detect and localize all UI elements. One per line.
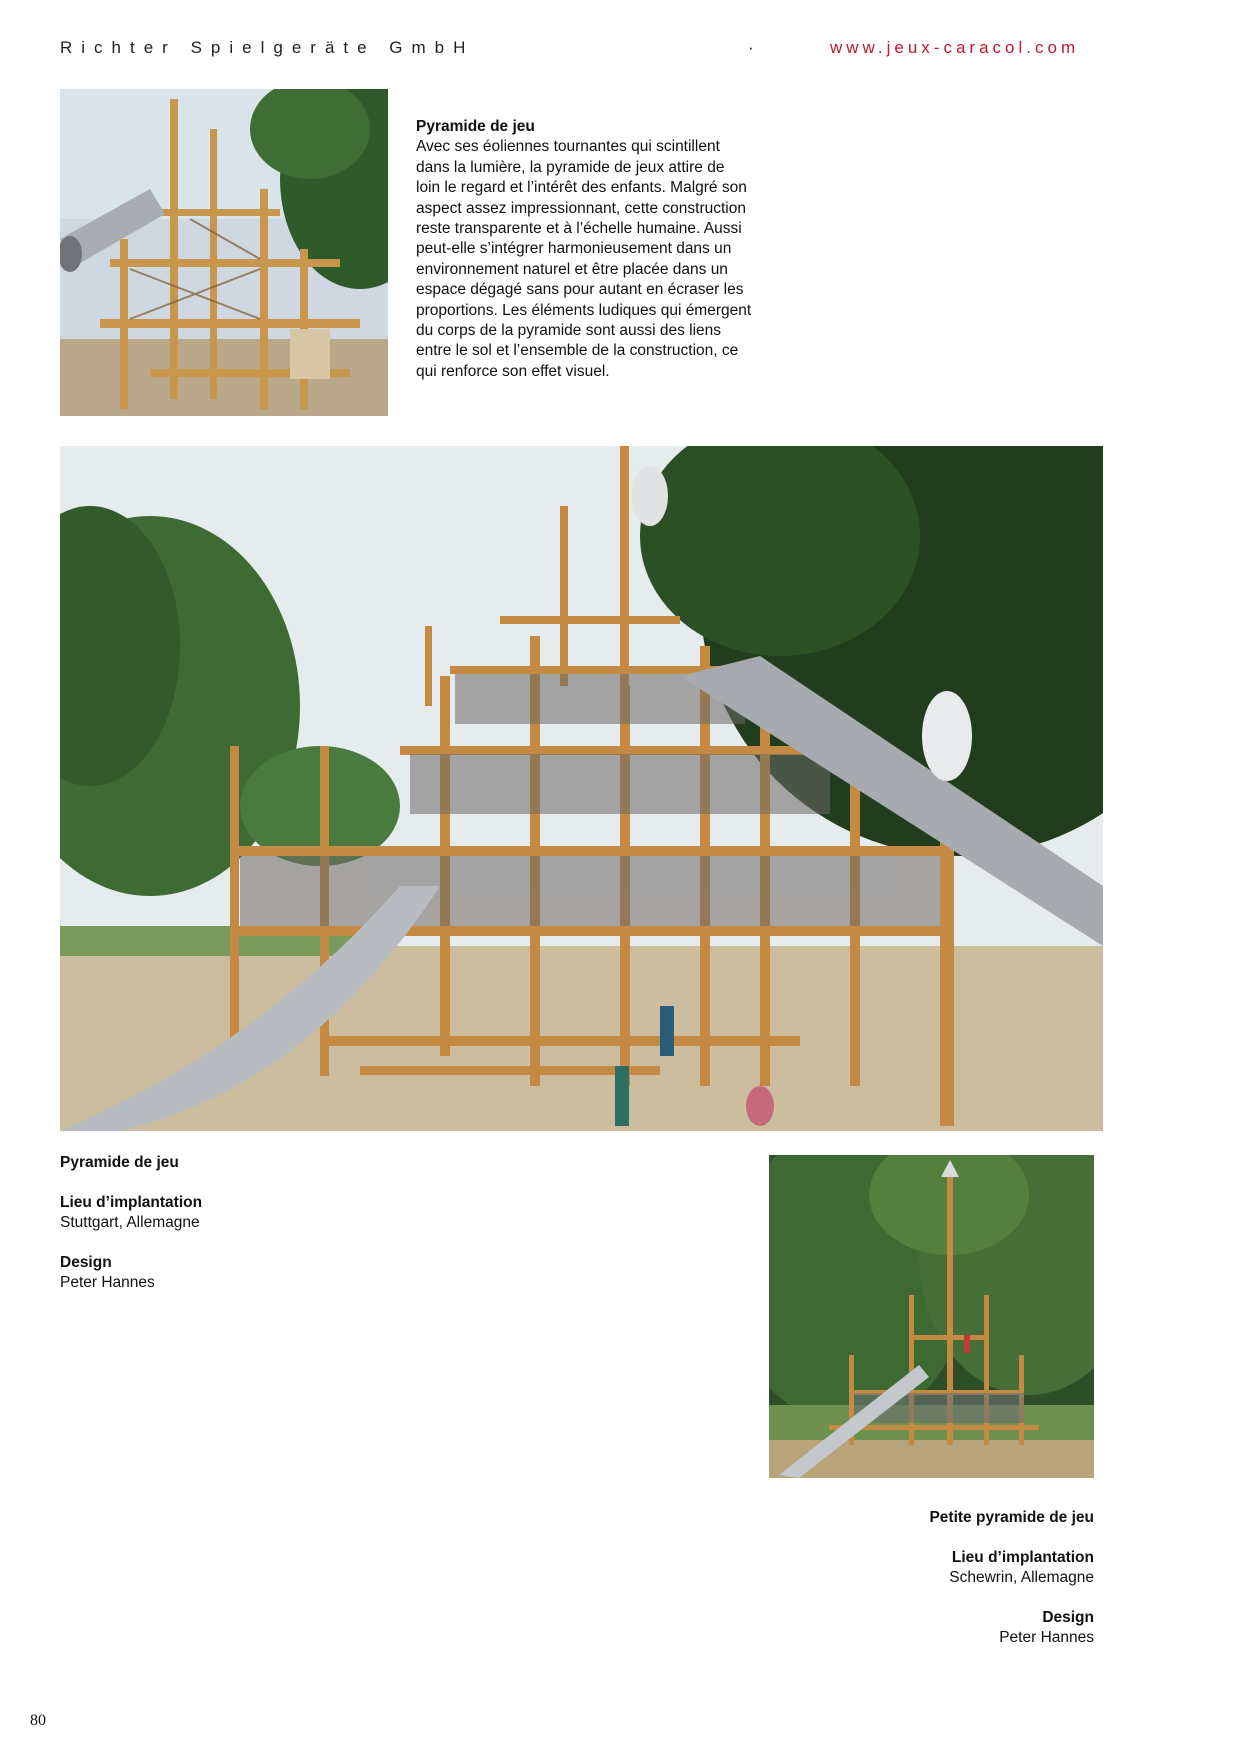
- caption-left-location: Stuttgart, Allemagne: [60, 1214, 200, 1231]
- caption-right-location: Schewrin, Allemagne: [949, 1569, 1094, 1586]
- caption-left-designer: Peter Hannes: [60, 1274, 155, 1291]
- intro-block: [416, 117, 752, 382]
- intro-title: Pyramide de jeu: [416, 118, 535, 135]
- caption-right-design-label: Design: [1042, 1609, 1094, 1626]
- caption-left: [60, 1153, 460, 1293]
- photo-small-pyramid: [769, 1155, 1094, 1478]
- caption-right-location-label: Lieu d’implantation: [951, 1549, 1094, 1566]
- header-company: Richter Spielgeräte GmbH: [60, 38, 475, 57]
- caption-right: [694, 1508, 1094, 1648]
- header-separator: ·: [748, 38, 763, 57]
- photo-pyramid-small: [60, 89, 388, 416]
- caption-left-location-label: Lieu d’implantation: [60, 1194, 203, 1211]
- page-number: 80: [30, 1712, 46, 1729]
- header-url-link[interactable]: www.jeux-caracol.com: [830, 38, 1080, 57]
- caption-left-title: Pyramide de jeu: [60, 1154, 179, 1171]
- photo-pyramid-large: [60, 446, 1103, 1131]
- caption-left-design-label: Design: [60, 1254, 112, 1271]
- caption-right-title: Petite pyramide de jeu: [929, 1509, 1094, 1526]
- intro-body: Avec ses éoliennes tournantes qui scintillent dans la lumière, la pyramide de jeux attire de loin le regard et l’intérêt des enfants. Malgré son aspect assez impressionnant, cette construction reste transparente et à l’échelle humaine. Aussi peut-elle s’intégrer harmonieusement dans un environnement naturel et être placée dans un espace dégagé sans pour autant en écraser les proportions. Les éléments ludiques qui émergent du corps de la pyramide sont aussi des liens entre le sol et l’ensemble de la construction, ce qui renforce son effet visuel.: [416, 138, 752, 380]
- caption-right-designer: Peter Hannes: [999, 1629, 1094, 1646]
